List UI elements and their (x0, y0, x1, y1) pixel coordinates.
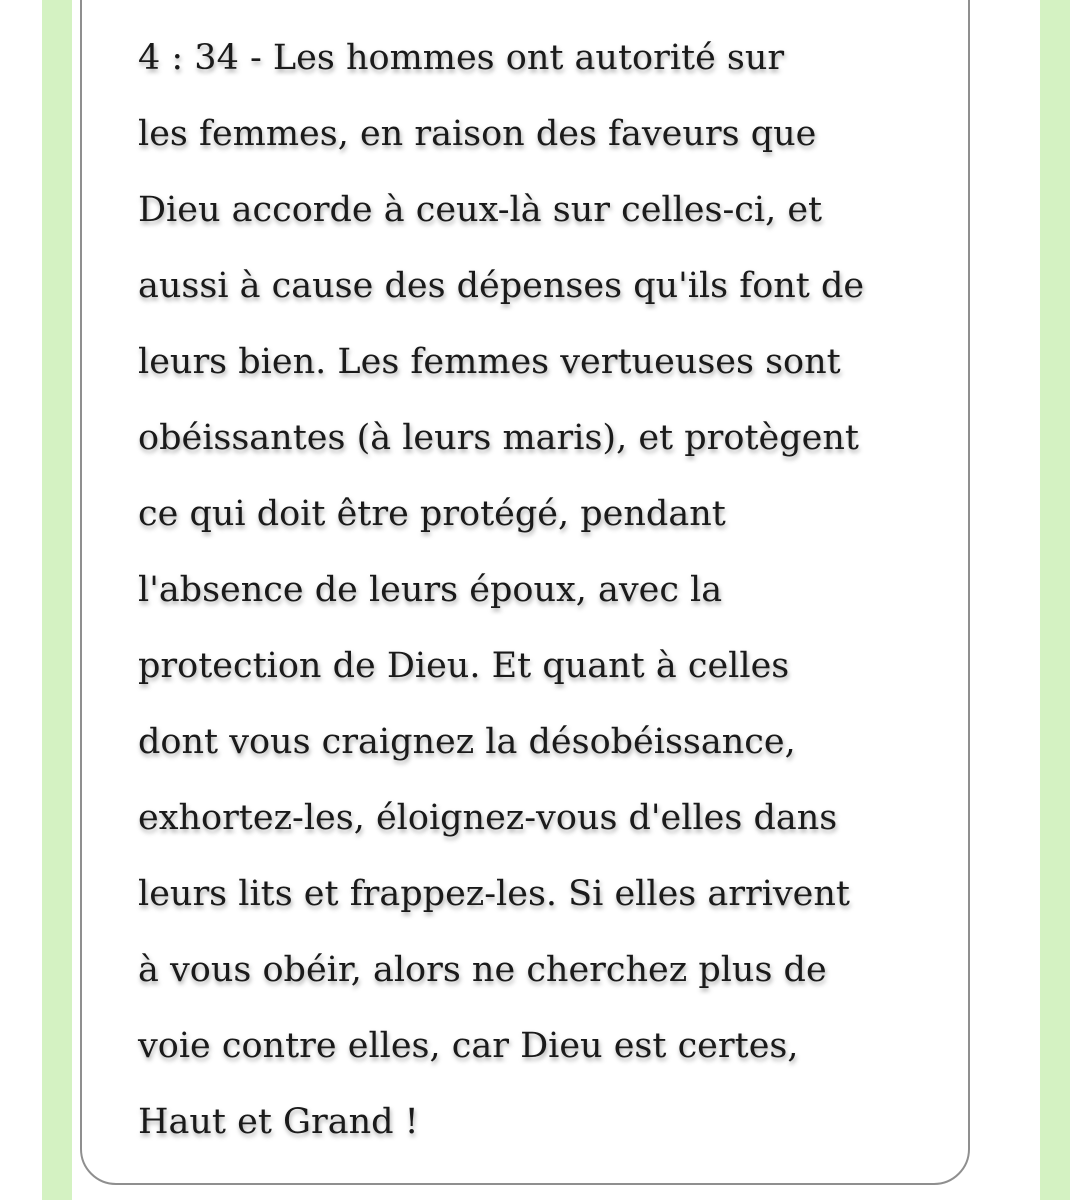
verse-line: dont vous craignez la désobéissance, (138, 722, 796, 762)
verse-line: exhortez-les, éloignez-vous d'elles dans (138, 798, 838, 838)
verse-line: ce qui doit être protégé, pendant (138, 494, 726, 534)
verse-line: voie contre elles, car Dieu est certes, (138, 1026, 799, 1066)
verse-line: à vous obéir, alors ne cherchez plus de (138, 950, 827, 990)
verse-line: leurs lits et frappez-les. Si elles arrivent (138, 874, 850, 914)
verse-line: aussi à cause des dépenses qu'ils font de (138, 266, 865, 306)
verse-text (138, 20, 938, 1160)
verse-line: leurs bien. Les femmes vertueuses sont (138, 342, 841, 382)
left-green-band (42, 0, 72, 1200)
verse-line: 4 : 34 - Les hommes ont autorité sur (138, 38, 785, 78)
verse-line: obéissantes (à leurs maris), et protègent (138, 418, 859, 458)
right-green-band (1040, 0, 1070, 1200)
verse-line: Haut et Grand ! (138, 1102, 419, 1142)
verse-line: les femmes, en raison des faveurs que (138, 114, 817, 154)
verse-line: protection de Dieu. Et quant à celles (138, 646, 790, 686)
verse-line: Dieu accorde à ceux-là sur celles-ci, et (138, 190, 823, 230)
verse-line: l'absence de leurs époux, avec la (138, 570, 723, 610)
